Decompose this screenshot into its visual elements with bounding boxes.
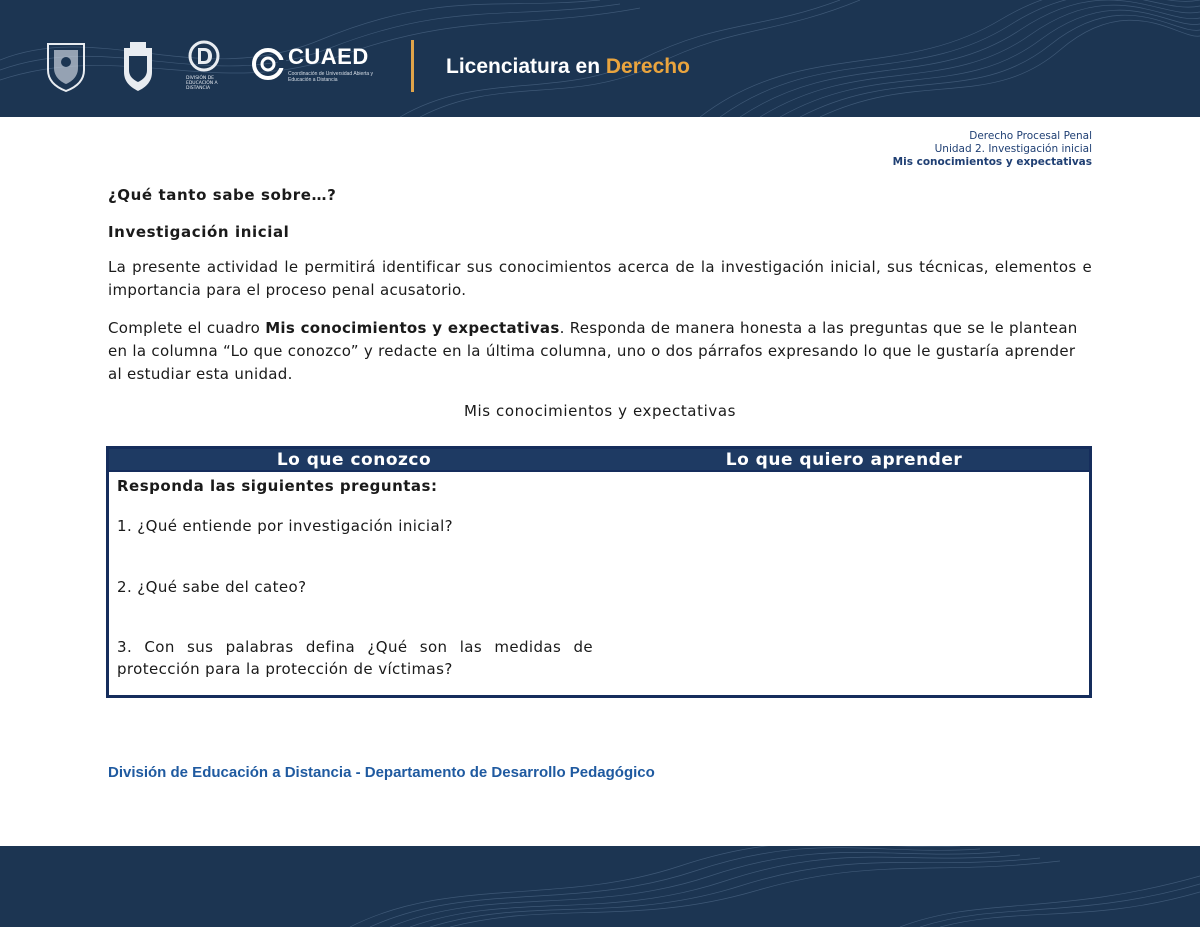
header-divider xyxy=(411,40,414,92)
question-2: 2. ¿Qué sabe del cateo? xyxy=(117,578,307,596)
known-cell[interactable] xyxy=(109,472,601,680)
program-title xyxy=(446,55,690,79)
ded-logo-icon xyxy=(186,40,222,74)
question-1: 1. ¿Qué entiende por investigación inicial? xyxy=(117,517,454,535)
activity-content xyxy=(108,186,1092,420)
instructions-paragraph xyxy=(108,317,1092,386)
knowledge-table xyxy=(106,446,1092,698)
course-meta xyxy=(893,130,1092,169)
cuaed-logo xyxy=(252,44,382,88)
instructions-post: . Responda de manera honesta a las preguntas que se le plantean en la columna “Lo que conozco” y redacte en la última columna, uno o dos párrafos expresando lo que le gustaría aprender al estudiar esta unidad. xyxy=(108,319,1078,383)
course-activity: Mis conocimientos y expectativas xyxy=(892,156,1092,168)
unam-shield-icon xyxy=(44,40,88,92)
learn-cell[interactable] xyxy=(601,472,1089,680)
questions-prompt: Responda las siguientes preguntas: xyxy=(117,477,438,495)
program-title-accent: Derecho xyxy=(605,55,690,78)
ded-logo xyxy=(186,40,222,92)
column-header-learn: Lo que quiero aprender xyxy=(725,450,963,470)
table-title: Mis conocimientos y expectativas xyxy=(463,402,737,420)
footer-department: División de Educación a Distancia - Departamento de Desarrollo Pedagógico xyxy=(108,764,655,781)
question-3: 3. Con sus palabras defina ¿Qué son las medidas de protección para la protección de víctimas? xyxy=(117,638,593,678)
instructions-bold: Mis conocimientos y expectativas xyxy=(265,319,560,337)
cuaed-logo-icon xyxy=(252,44,286,84)
ded-logo-text: DIVISIÓN DE EDUCACIÓN A DISTANCIA xyxy=(186,76,218,91)
activity-heading: ¿Qué tanto sabe sobre…? xyxy=(108,186,337,204)
activity-topic: Investigación inicial xyxy=(108,223,290,241)
program-title-prefix: Licenciatura en xyxy=(446,55,606,78)
footer-wave-decoration xyxy=(0,846,1200,927)
header-band xyxy=(0,0,1200,117)
facultad-derecho-shield-icon xyxy=(120,40,156,92)
column-header-known: Lo que conozco xyxy=(276,450,432,470)
footer-band xyxy=(0,846,1200,927)
intro-paragraph: La presente actividad le permitirá identificar sus conocimientos acerca de la investigación inicial, sus técnicas, elementos e importancia para el proceso penal acusatorio. xyxy=(108,258,1092,299)
course-subject: Derecho Procesal Penal xyxy=(969,130,1092,142)
course-unit: Unidad 2. Investigación inicial xyxy=(934,143,1092,155)
cuaed-name: CUAED xyxy=(288,44,369,69)
cuaed-subtitle: Coordinación de Universidad Abierta y Educación a Distancia xyxy=(288,71,374,83)
table-header-row xyxy=(109,449,1089,472)
instructions-pre: Complete el cuadro xyxy=(108,319,266,337)
table-body-row xyxy=(109,472,1089,680)
